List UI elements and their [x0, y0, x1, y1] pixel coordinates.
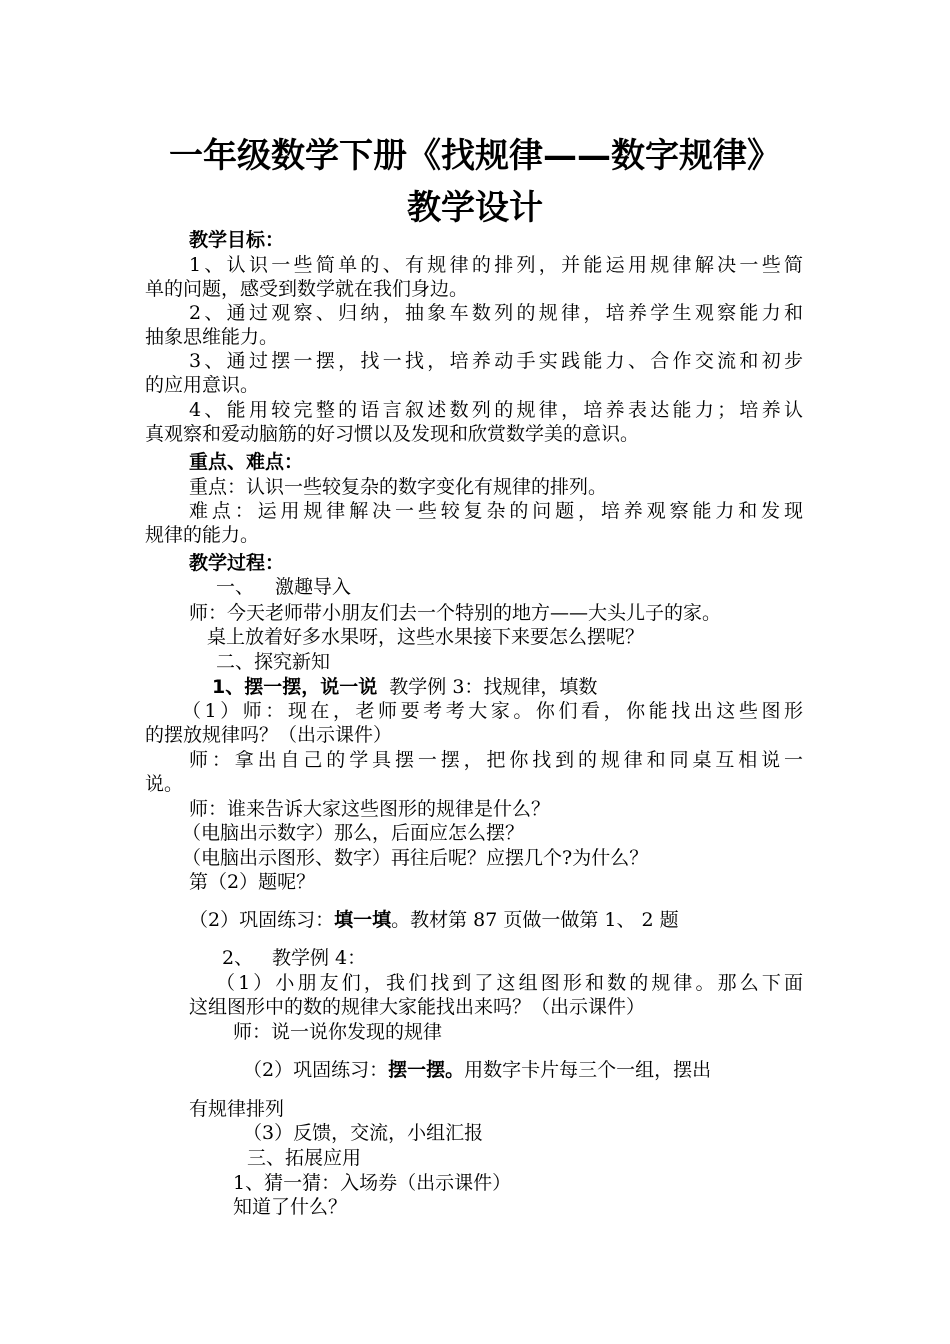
paragraph-line: 知道了什么？	[233, 1196, 348, 1218]
objective-line: 2、通过观察、归纳，抽象车数列的规律，培养学生观察能力和	[189, 302, 803, 324]
objective-line: 4、能用较完整的语言叙述数列的规律，培养表达能力；培养认	[189, 399, 803, 421]
key-points-heading: 重点、难点：	[189, 451, 304, 473]
process-heading: 教学过程：	[189, 552, 285, 574]
item-number: 2、	[222, 947, 254, 969]
paragraph-line: 师：说一说你发现的规律	[233, 1021, 443, 1043]
exercise-prefix: （2）巩固练习：	[243, 1059, 389, 1081]
exercise-prefix: （2）巩固练习：	[189, 909, 335, 931]
paragraph-line: 的摆放规律吗？（出示课件）	[145, 724, 393, 746]
objective-line: 单的问题，感受到数学就在我们身边。	[145, 278, 469, 300]
document-subtitle: 教学设计	[407, 188, 543, 228]
exercise-bold: 填一填	[334, 909, 392, 931]
difficulty-line: 难点：运用规律解决一些较复杂的问题，培养观察能力和发现	[189, 500, 803, 522]
paragraph-line: 师：今天老师带小朋友们去一个特别的地方——大头儿子的家。	[189, 602, 722, 624]
objectives-heading: 教学目标：	[189, 229, 285, 251]
section-number: 一、	[216, 576, 255, 598]
paragraph-line: 第（2）题呢？	[189, 871, 316, 893]
paragraph-line: 桌上放着好多水果呀，这些水果接下来要怎么摆呢？	[207, 626, 645, 648]
exercise-line	[189, 908, 679, 932]
section-title: 二、探究新知	[216, 651, 331, 673]
exercise-text: 用数字卡片每三个一组，摆出	[464, 1059, 712, 1081]
objective-line: 的应用意识。	[145, 374, 260, 396]
item-title: 教学例 4：	[272, 947, 367, 969]
item-text: 教学例 3：找规律，填数	[389, 676, 598, 698]
paragraph-line: 说。	[145, 773, 184, 795]
paragraph-line: （3）反馈，交流，小组汇报	[243, 1122, 484, 1144]
paragraph-line: （1）小朋友们，我们找到了这组图形和数的规律。那么下面	[216, 972, 803, 994]
paragraph-line: 师：谁来告诉大家这些图形的规律是什么？	[189, 798, 551, 820]
objective-line: 抽象思维能力。	[145, 326, 279, 348]
item-line	[212, 675, 597, 699]
paragraph-line: 1、猜一猜：入场券（出示课件）	[233, 1172, 512, 1194]
objective-line: 1、认识一些简单的、有规律的排列，并能运用规律解决一些简	[189, 254, 803, 276]
objective-line: 3、通过摆一摆，找一找，培养动手实践能力、合作交流和初步	[189, 350, 803, 372]
paragraph-line: 这组图形中的数的规律大家能找出来吗？（出示课件）	[189, 996, 646, 1018]
paragraph-line: 有规律排列	[189, 1098, 285, 1120]
section-title: 三、拓展应用	[247, 1147, 362, 1169]
paragraph-line: （1）师：现在，老师要考考大家。你们看，你能找出这些图形	[182, 700, 803, 722]
exercise-bold: 摆一摆。	[388, 1059, 465, 1081]
document-title: 一年级数学下册《找规律——数字规律》	[169, 136, 781, 176]
difficulty-line: 规律的能力。	[145, 524, 260, 546]
paragraph-line: （电脑出示图形、数字）再往后呢？应摆几个?为什么？	[182, 847, 649, 869]
exercise-text: 。教材第 87 页做一做第 1、 2 题	[391, 909, 679, 931]
paragraph-line: 师：拿出自己的学具摆一摆，把你找到的规律和同桌互相说一	[189, 749, 803, 771]
key-point-line: 重点：认识一些较复杂的数字变化有规律的排列。	[189, 476, 608, 498]
objective-line: 真观察和爱动脑筋的好习惯以及发现和欣赏数学美的意识。	[145, 423, 640, 445]
item-bold-label: 1、摆一摆，说一说	[212, 676, 378, 698]
exercise-line	[243, 1058, 711, 1082]
paragraph-line: （电脑出示数字）那么，后面应怎么摆？	[182, 822, 525, 844]
section-title: 激趣导入	[275, 576, 352, 598]
